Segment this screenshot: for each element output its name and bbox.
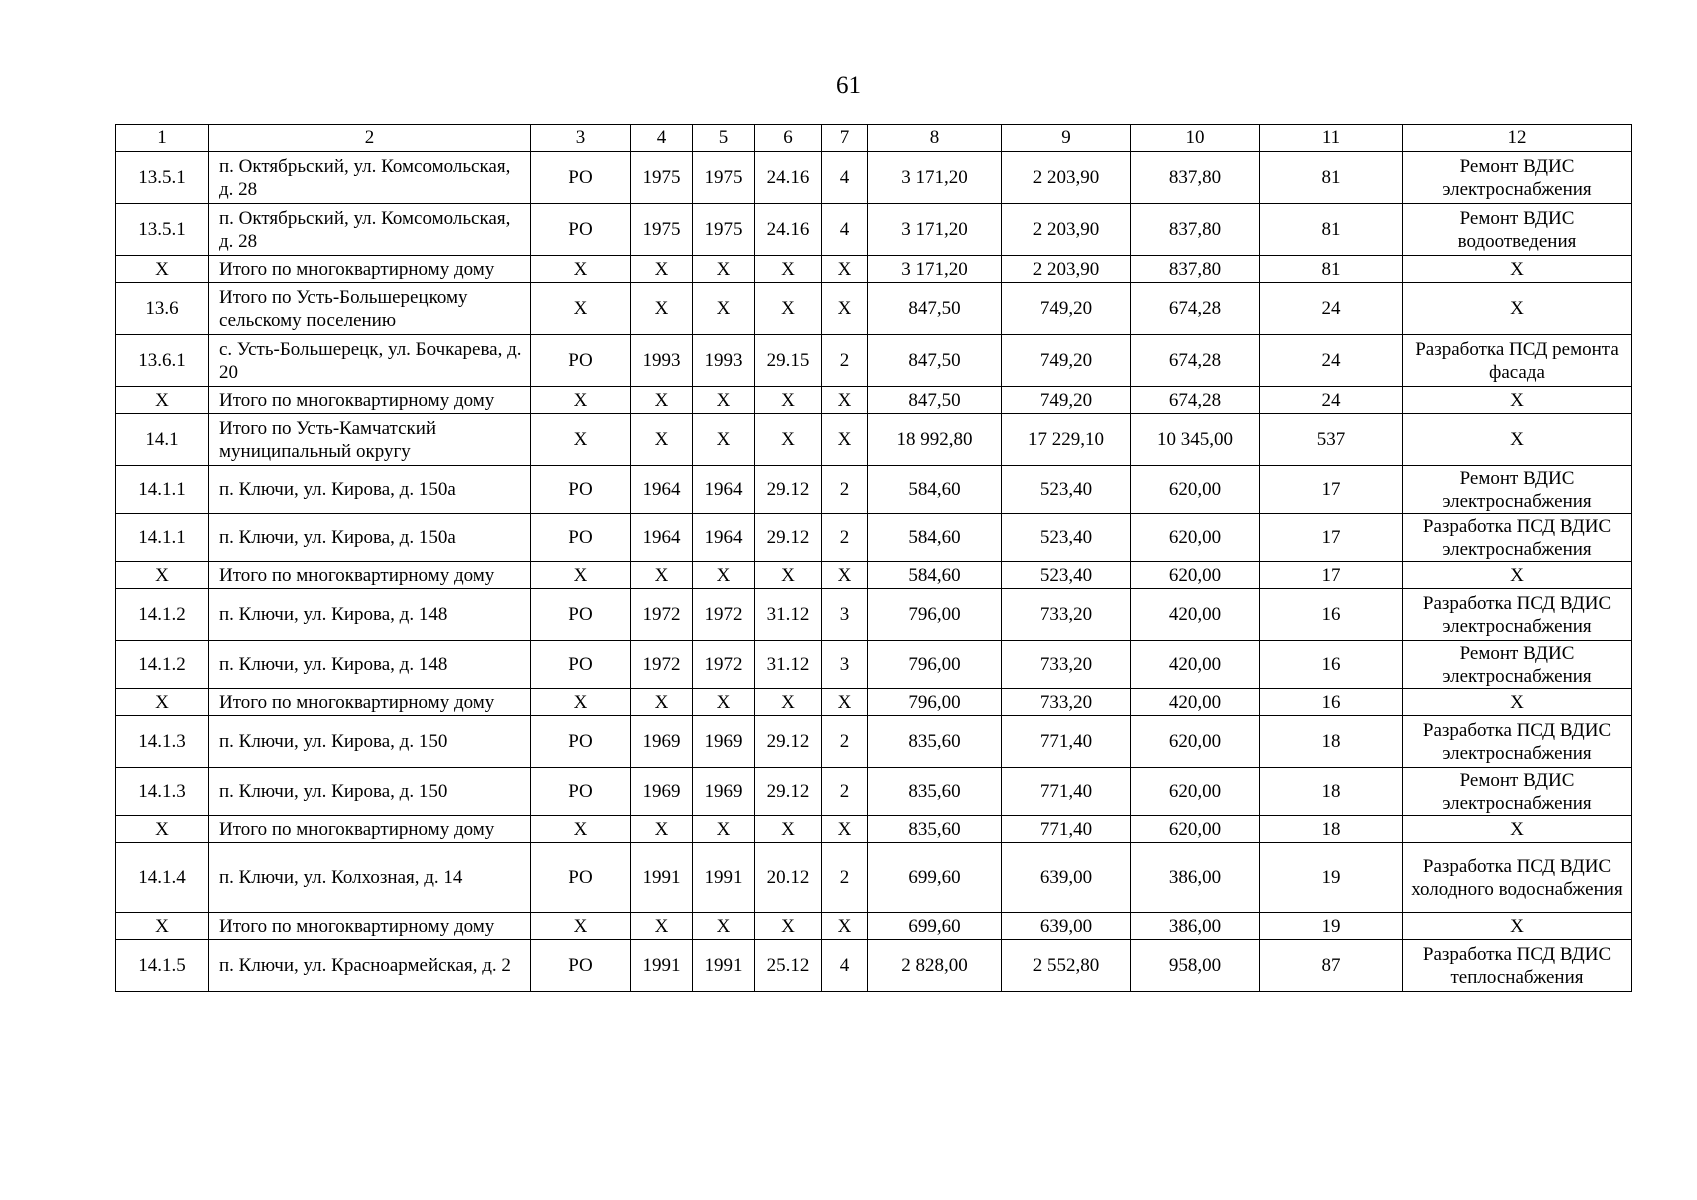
- cell-floors: Х: [822, 689, 868, 716]
- table-row: [116, 816, 1632, 843]
- cell-type: Х: [531, 562, 631, 589]
- cell-work-type: Ремонт ВДИС электроснабжения: [1403, 466, 1632, 514]
- cell-wear: 29.12: [755, 466, 822, 514]
- cell-address: Итого по многоквартирному дому: [209, 562, 531, 589]
- cell-wear: 29.12: [755, 716, 822, 768]
- cell-number: 14.1.4: [116, 843, 209, 913]
- table-row: [116, 641, 1632, 689]
- cell-year-built: Х: [631, 562, 693, 589]
- cell-wear: 31.12: [755, 589, 822, 641]
- cell-total-area: 796,00: [868, 589, 1002, 641]
- cell-address: п. Ключи, ул. Кирова, д. 150а: [209, 514, 531, 562]
- cell-total-area: 3 171,20: [868, 256, 1002, 283]
- cell-residents: 87: [1260, 940, 1403, 992]
- cell-year-built: 1993: [631, 335, 693, 387]
- cell-living-area: 733,20: [1002, 689, 1131, 716]
- table-row: [116, 514, 1632, 562]
- cell-floors: Х: [822, 414, 868, 466]
- cell-residents: 17: [1260, 514, 1403, 562]
- cell-total-area: 584,60: [868, 562, 1002, 589]
- cell-floors: Х: [822, 562, 868, 589]
- cell-nonliving-area: 420,00: [1131, 689, 1260, 716]
- table-row: [116, 283, 1632, 335]
- cell-nonliving-area: 837,80: [1131, 204, 1260, 256]
- table-row: [116, 204, 1632, 256]
- cell-residents: 17: [1260, 562, 1403, 589]
- column-header: 6: [755, 125, 822, 152]
- cell-year-commissioned: 1969: [693, 768, 755, 816]
- cell-total-area: 796,00: [868, 689, 1002, 716]
- cell-floors: Х: [822, 283, 868, 335]
- cell-wear: Х: [755, 256, 822, 283]
- cell-type: РО: [531, 466, 631, 514]
- column-header: 1: [116, 125, 209, 152]
- column-header: 5: [693, 125, 755, 152]
- column-header: 12: [1403, 125, 1632, 152]
- cell-year-commissioned: Х: [693, 256, 755, 283]
- cell-work-type: Х: [1403, 256, 1632, 283]
- cell-type: РО: [531, 940, 631, 992]
- cell-living-area: 2 552,80: [1002, 940, 1131, 992]
- cell-year-commissioned: 1964: [693, 514, 755, 562]
- cell-year-built: 1969: [631, 716, 693, 768]
- cell-address: п. Ключи, ул. Колхозная, д. 14: [209, 843, 531, 913]
- cell-number: 13.6: [116, 283, 209, 335]
- cell-living-area: 2 203,90: [1002, 256, 1131, 283]
- cell-year-commissioned: 1991: [693, 843, 755, 913]
- table-row: [116, 152, 1632, 204]
- cell-year-built: 1991: [631, 843, 693, 913]
- cell-total-area: 584,60: [868, 466, 1002, 514]
- column-header: 9: [1002, 125, 1131, 152]
- cell-number: Х: [116, 689, 209, 716]
- cell-work-type: Х: [1403, 283, 1632, 335]
- cell-address: с. Усть-Большерецк, ул. Бочкарева, д. 20: [209, 335, 531, 387]
- cell-wear: 25.12: [755, 940, 822, 992]
- cell-year-built: 1964: [631, 466, 693, 514]
- table-row: [116, 256, 1632, 283]
- cell-type: Х: [531, 256, 631, 283]
- cell-year-built: 1972: [631, 589, 693, 641]
- cell-nonliving-area: 620,00: [1131, 514, 1260, 562]
- cell-address: п. Ключи, ул. Красноармейская, д. 2: [209, 940, 531, 992]
- cell-nonliving-area: 837,80: [1131, 152, 1260, 204]
- cell-total-area: 796,00: [868, 641, 1002, 689]
- cell-address: Итого по многоквартирному дому: [209, 387, 531, 414]
- cell-wear: Х: [755, 414, 822, 466]
- cell-address: п. Октябрьский, ул. Комсомольская, д. 28: [209, 204, 531, 256]
- table-row: [116, 414, 1632, 466]
- cell-year-commissioned: 1975: [693, 152, 755, 204]
- cell-wear: Х: [755, 689, 822, 716]
- table-row: [116, 466, 1632, 514]
- table-header-row: [116, 125, 1632, 152]
- cell-living-area: 523,40: [1002, 466, 1131, 514]
- cell-living-area: 523,40: [1002, 562, 1131, 589]
- cell-work-type: Разработка ПСД ВДИС электроснабжения: [1403, 589, 1632, 641]
- cell-residents: 81: [1260, 152, 1403, 204]
- cell-residents: 81: [1260, 204, 1403, 256]
- cell-year-built: 1991: [631, 940, 693, 992]
- cell-floors: 4: [822, 204, 868, 256]
- cell-living-area: 639,00: [1002, 913, 1131, 940]
- cell-number: 13.5.1: [116, 204, 209, 256]
- cell-residents: 16: [1260, 589, 1403, 641]
- cell-address: п. Ключи, ул. Кирова, д. 150: [209, 716, 531, 768]
- cell-floors: 4: [822, 152, 868, 204]
- cell-type: РО: [531, 335, 631, 387]
- cell-residents: 19: [1260, 843, 1403, 913]
- cell-number: 13.5.1: [116, 152, 209, 204]
- cell-wear: 29.12: [755, 514, 822, 562]
- cell-residents: 18: [1260, 716, 1403, 768]
- cell-living-area: 639,00: [1002, 843, 1131, 913]
- cell-nonliving-area: 674,28: [1131, 335, 1260, 387]
- cell-floors: 2: [822, 768, 868, 816]
- cell-year-commissioned: 1972: [693, 641, 755, 689]
- cell-type: Х: [531, 816, 631, 843]
- cell-number: Х: [116, 913, 209, 940]
- cell-address: п. Ключи, ул. Кирова, д. 148: [209, 589, 531, 641]
- cell-nonliving-area: 837,80: [1131, 256, 1260, 283]
- cell-floors: Х: [822, 256, 868, 283]
- column-header: 3: [531, 125, 631, 152]
- table-row: [116, 940, 1632, 992]
- cell-type: РО: [531, 843, 631, 913]
- cell-year-built: Х: [631, 283, 693, 335]
- cell-type: РО: [531, 514, 631, 562]
- cell-total-area: 835,60: [868, 816, 1002, 843]
- cell-residents: 18: [1260, 768, 1403, 816]
- cell-floors: 3: [822, 589, 868, 641]
- cell-total-area: 847,50: [868, 335, 1002, 387]
- cell-total-area: 699,60: [868, 913, 1002, 940]
- cell-total-area: 835,60: [868, 768, 1002, 816]
- cell-address: п. Ключи, ул. Кирова, д. 148: [209, 641, 531, 689]
- cell-wear: Х: [755, 562, 822, 589]
- cell-residents: 537: [1260, 414, 1403, 466]
- cell-nonliving-area: 420,00: [1131, 589, 1260, 641]
- cell-work-type: Х: [1403, 387, 1632, 414]
- cell-year-commissioned: Х: [693, 913, 755, 940]
- cell-work-type: Разработка ПСД ВДИС холодного водоснабжения: [1403, 843, 1632, 913]
- cell-floors: 3: [822, 641, 868, 689]
- cell-year-commissioned: Х: [693, 414, 755, 466]
- column-header: 7: [822, 125, 868, 152]
- cell-type: Х: [531, 283, 631, 335]
- cell-year-built: Х: [631, 689, 693, 716]
- cell-year-commissioned: 1964: [693, 466, 755, 514]
- cell-year-built: 1969: [631, 768, 693, 816]
- table-row: [116, 335, 1632, 387]
- cell-total-area: 3 171,20: [868, 204, 1002, 256]
- cell-address: п. Ключи, ул. Кирова, д. 150: [209, 768, 531, 816]
- cell-year-commissioned: Х: [693, 816, 755, 843]
- cell-number: Х: [116, 256, 209, 283]
- cell-number: 14.1: [116, 414, 209, 466]
- cell-floors: 2: [822, 466, 868, 514]
- cell-living-area: 733,20: [1002, 641, 1131, 689]
- cell-address: Итого по многоквартирному дому: [209, 256, 531, 283]
- cell-year-built: 1975: [631, 152, 693, 204]
- cell-nonliving-area: 386,00: [1131, 913, 1260, 940]
- cell-living-area: 523,40: [1002, 514, 1131, 562]
- cell-number: Х: [116, 816, 209, 843]
- cell-residents: 24: [1260, 283, 1403, 335]
- cell-floors: 4: [822, 940, 868, 992]
- cell-wear: 24.16: [755, 204, 822, 256]
- cell-work-type: Разработка ПСД ремонта фасада: [1403, 335, 1632, 387]
- cell-floors: 2: [822, 335, 868, 387]
- table-row: [116, 589, 1632, 641]
- cell-work-type: Х: [1403, 689, 1632, 716]
- page-number: 61: [836, 72, 861, 99]
- cell-total-area: 847,50: [868, 283, 1002, 335]
- cell-living-area: 771,40: [1002, 816, 1131, 843]
- cell-work-type: Х: [1403, 414, 1632, 466]
- cell-wear: 29.12: [755, 768, 822, 816]
- cell-total-area: 18 992,80: [868, 414, 1002, 466]
- cell-number: Х: [116, 387, 209, 414]
- cell-number: 14.1.2: [116, 641, 209, 689]
- cell-nonliving-area: 620,00: [1131, 716, 1260, 768]
- cell-nonliving-area: 620,00: [1131, 768, 1260, 816]
- cell-total-area: 3 171,20: [868, 152, 1002, 204]
- cell-address: п. Октябрьский, ул. Комсомольская, д. 28: [209, 152, 531, 204]
- cell-type: РО: [531, 589, 631, 641]
- cell-residents: 17: [1260, 466, 1403, 514]
- table-row: [116, 913, 1632, 940]
- table-row: [116, 716, 1632, 768]
- cell-address: Итого по многоквартирному дому: [209, 816, 531, 843]
- cell-year-commissioned: 1993: [693, 335, 755, 387]
- cell-living-area: 771,40: [1002, 716, 1131, 768]
- cell-nonliving-area: 620,00: [1131, 562, 1260, 589]
- column-header: 4: [631, 125, 693, 152]
- cell-number: Х: [116, 562, 209, 589]
- cell-nonliving-area: 674,28: [1131, 283, 1260, 335]
- cell-floors: 2: [822, 514, 868, 562]
- cell-wear: 29.15: [755, 335, 822, 387]
- cell-address: п. Ключи, ул. Кирова, д. 150а: [209, 466, 531, 514]
- cell-living-area: 749,20: [1002, 387, 1131, 414]
- cell-living-area: 771,40: [1002, 768, 1131, 816]
- cell-residents: 24: [1260, 335, 1403, 387]
- cell-year-built: Х: [631, 387, 693, 414]
- cell-work-type: Разработка ПСД ВДИС электроснабжения: [1403, 514, 1632, 562]
- cell-type: РО: [531, 716, 631, 768]
- data-table: [115, 124, 1632, 992]
- column-header: 11: [1260, 125, 1403, 152]
- cell-total-area: 699,60: [868, 843, 1002, 913]
- column-header: 8: [868, 125, 1002, 152]
- column-header: 10: [1131, 125, 1260, 152]
- cell-total-area: 835,60: [868, 716, 1002, 768]
- cell-year-built: Х: [631, 256, 693, 283]
- cell-living-area: 2 203,90: [1002, 204, 1131, 256]
- cell-total-area: 847,50: [868, 387, 1002, 414]
- cell-wear: Х: [755, 816, 822, 843]
- cell-total-area: 584,60: [868, 514, 1002, 562]
- cell-type: Х: [531, 689, 631, 716]
- cell-wear: Х: [755, 387, 822, 414]
- cell-address: Итого по Усть-Большерецкому сельскому поселению: [209, 283, 531, 335]
- cell-year-built: 1964: [631, 514, 693, 562]
- cell-work-type: Х: [1403, 913, 1632, 940]
- cell-type: Х: [531, 387, 631, 414]
- column-header: 2: [209, 125, 531, 152]
- cell-residents: 18: [1260, 816, 1403, 843]
- cell-wear: 20.12: [755, 843, 822, 913]
- cell-year-commissioned: Х: [693, 283, 755, 335]
- cell-year-commissioned: 1969: [693, 716, 755, 768]
- cell-type: РО: [531, 152, 631, 204]
- cell-number: 13.6.1: [116, 335, 209, 387]
- cell-type: РО: [531, 204, 631, 256]
- cell-nonliving-area: 10 345,00: [1131, 414, 1260, 466]
- cell-wear: 24.16: [755, 152, 822, 204]
- cell-wear: Х: [755, 283, 822, 335]
- cell-work-type: Ремонт ВДИС водоотведения: [1403, 204, 1632, 256]
- cell-work-type: Разработка ПСД ВДИС теплоснабжения: [1403, 940, 1632, 992]
- cell-number: 14.1.3: [116, 716, 209, 768]
- cell-work-type: Ремонт ВДИС электроснабжения: [1403, 641, 1632, 689]
- cell-year-built: 1972: [631, 641, 693, 689]
- cell-year-built: Х: [631, 913, 693, 940]
- table-row: [116, 387, 1632, 414]
- cell-living-area: 749,20: [1002, 283, 1131, 335]
- cell-address: Итого по многоквартирному дому: [209, 913, 531, 940]
- table-body: [116, 152, 1632, 992]
- cell-floors: Х: [822, 387, 868, 414]
- cell-work-type: Ремонт ВДИС электроснабжения: [1403, 152, 1632, 204]
- cell-year-commissioned: 1975: [693, 204, 755, 256]
- cell-floors: 2: [822, 716, 868, 768]
- cell-residents: 16: [1260, 641, 1403, 689]
- cell-living-area: 733,20: [1002, 589, 1131, 641]
- cell-work-type: Ремонт ВДИС электроснабжения: [1403, 768, 1632, 816]
- cell-work-type: Х: [1403, 816, 1632, 843]
- cell-living-area: 2 203,90: [1002, 152, 1131, 204]
- cell-number: 14.1.3: [116, 768, 209, 816]
- cell-type: РО: [531, 641, 631, 689]
- table-row: [116, 843, 1632, 913]
- cell-living-area: 749,20: [1002, 335, 1131, 387]
- cell-number: 14.1.5: [116, 940, 209, 992]
- cell-year-commissioned: 1991: [693, 940, 755, 992]
- cell-work-type: Разработка ПСД ВДИС электроснабжения: [1403, 716, 1632, 768]
- cell-year-built: Х: [631, 816, 693, 843]
- cell-floors: 2: [822, 843, 868, 913]
- cell-year-commissioned: Х: [693, 387, 755, 414]
- cell-total-area: 2 828,00: [868, 940, 1002, 992]
- cell-nonliving-area: 620,00: [1131, 816, 1260, 843]
- cell-number: 14.1.1: [116, 514, 209, 562]
- cell-floors: Х: [822, 913, 868, 940]
- cell-address: Итого по Усть-Камчатский муниципальный округу: [209, 414, 531, 466]
- cell-floors: Х: [822, 816, 868, 843]
- cell-year-built: Х: [631, 414, 693, 466]
- cell-type: Х: [531, 414, 631, 466]
- cell-year-built: 1975: [631, 204, 693, 256]
- cell-nonliving-area: 420,00: [1131, 641, 1260, 689]
- cell-wear: Х: [755, 913, 822, 940]
- cell-number: 14.1.1: [116, 466, 209, 514]
- table-row: [116, 562, 1632, 589]
- table-row: [116, 768, 1632, 816]
- cell-wear: 31.12: [755, 641, 822, 689]
- cell-residents: 81: [1260, 256, 1403, 283]
- cell-type: РО: [531, 768, 631, 816]
- cell-year-commissioned: Х: [693, 689, 755, 716]
- cell-nonliving-area: 674,28: [1131, 387, 1260, 414]
- cell-work-type: Х: [1403, 562, 1632, 589]
- cell-residents: 16: [1260, 689, 1403, 716]
- cell-residents: 19: [1260, 913, 1403, 940]
- cell-year-commissioned: 1972: [693, 589, 755, 641]
- cell-number: 14.1.2: [116, 589, 209, 641]
- cell-nonliving-area: 958,00: [1131, 940, 1260, 992]
- cell-address: Итого по многоквартирному дому: [209, 689, 531, 716]
- cell-nonliving-area: 620,00: [1131, 466, 1260, 514]
- table-row: [116, 689, 1632, 716]
- cell-residents: 24: [1260, 387, 1403, 414]
- cell-nonliving-area: 386,00: [1131, 843, 1260, 913]
- cell-type: Х: [531, 913, 631, 940]
- cell-year-commissioned: Х: [693, 562, 755, 589]
- cell-living-area: 17 229,10: [1002, 414, 1131, 466]
